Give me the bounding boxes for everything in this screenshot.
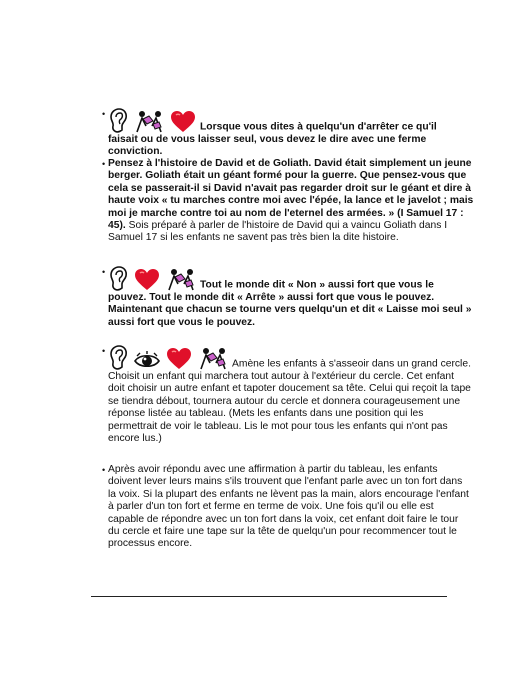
heart-icon [170,110,196,134]
footer-rule [91,596,447,597]
speaking-people-icon [166,268,196,292]
bullet-marker: • [102,109,106,119]
item-icons [108,345,232,371]
item-bold-text: Pensez à l'histoire de David et de Goliath. David était simplement un jeune berger. Goliath était un géant formé pour la guerre. Que pensez-vous que cela se passerait-il si David n'avait pas regarder droit sur le géant et dire à haute voix « tu marches contre moi avec l'épée, la lance et le javelot ; mais moi je marche contre toi au nom de l'eternel des armées. » (I Samuel 17 : 45). [108,158,474,232]
item-bold-text: Tout le monde dit « Non » aussi fort que vous le pouvez. Tout le monde dit « Arrête » aussi fort que vous le pouvez. Maintenant que chacun se tourne vers quelqu'un et dit « Laisse moi seul » aussi fort que vous le pouvez. [108,279,472,328]
bullet-marker: • [102,267,106,277]
item-bold-text: Lorsque vous dites à quelqu'un d'arrêter ce qu'il faisait ou de vous laisser seul, vous devez le dire avec une ferme conviction. [108,121,437,158]
ear-icon [108,108,128,134]
list-item [102,464,472,551]
ear-icon [108,266,128,292]
item-text: Après avoir répondu avec une affirmation à partir du tableau, les enfants doivent lever leurs mains s'ils trouvent que l'enfant parle avec un ton fort dans la voix. Si la plupart des enfants ne lèvent pas la main, alors encourage l'enfant à parler d'un ton fort et ferme en terme de voix. Une fois qu'il ou elle est capable de répondre avec un ton fort dans la voix, cet enfant doit faire le tour du cercle et faire une tape sur la tête de quelqu'un pour recommencer tout le processus encore. [108,464,469,550]
list-item [102,158,475,245]
item-paragraph [108,158,475,245]
item-paragraph [108,345,473,445]
speaking-people-icon [198,347,228,371]
item-icons [108,108,200,134]
list-item [102,108,463,159]
heart-icon [166,347,192,371]
speaking-people-icon [134,110,164,134]
eye-icon [134,351,160,371]
item-paragraph [108,464,472,551]
ear-icon [108,345,128,371]
list-item [102,266,472,329]
item-text: Sois préparé à parler de l'histoire de David qui a vaincu Goliath dans I Samuel 17 si les enfants ne savent pas très bien la dite histoire. [108,220,448,244]
list-item [102,345,473,445]
item-paragraph [108,108,463,159]
bullet-marker: • [102,346,106,356]
item-paragraph [108,266,472,329]
item-text: Amène les enfants à s'asseoir dans un grand cercle. Choisit un enfant qui marchera tout autour à l'extérieur du cercle. Cet enfant doit choisir un autre enfant et tapoter doucement sa tête. Celui qui reçoit la tape se tiendra débout, tournera autour du cercle et donnera courageusement une réponse listée au tableau. (Mets les enfants dans une position qui les permettrait de voir le tableau. Lis le mot pour tous les enfants qui n'ont pas encore lus.) [108,358,471,445]
heart-icon [134,268,160,292]
item-icons [108,266,200,292]
bullet-marker: • [102,159,106,169]
bullet-marker: • [102,465,106,475]
